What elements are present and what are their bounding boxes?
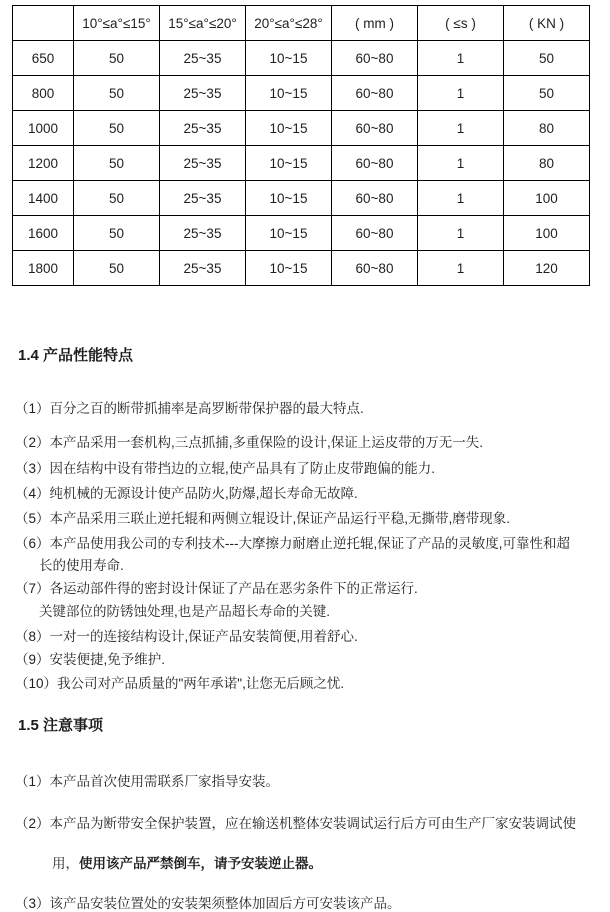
table-header-cell-angle-1: 10°≤a°≤15° — [74, 6, 160, 41]
table-cell: 50 — [74, 76, 160, 111]
table-cell: 650 — [13, 41, 74, 76]
table-cell: 25~35 — [160, 111, 246, 146]
table-cell: 100 — [504, 216, 590, 251]
table-cell: 1 — [418, 41, 504, 76]
table-row — [13, 181, 590, 216]
table-row — [13, 76, 590, 111]
feature-item-10: （10）我公司对产品质量的"两年承诺",让您无后顾之忧. — [15, 675, 345, 691]
table-cell: 25~35 — [160, 216, 246, 251]
feature-item-1: （1）百分之百的断带抓捕率是高罗断带保护器的最大特点. — [15, 400, 364, 416]
note-item-2-warning-bold: 使用该产品严禁倒车，请予安装逆止器。 — [79, 855, 322, 871]
table-cell: 1400 — [13, 181, 74, 216]
section-heading-features: 1.4 产品性能特点 — [18, 347, 134, 364]
table-cell: 60~80 — [332, 111, 418, 146]
table-row — [13, 111, 590, 146]
table-cell: 80 — [504, 111, 590, 146]
table-cell: 50 — [504, 41, 590, 76]
section-heading-notes: 1.5 注意事项 — [18, 717, 104, 734]
table-cell: 50 — [74, 216, 160, 251]
table-cell: 1800 — [13, 251, 74, 286]
table-cell: 60~80 — [332, 41, 418, 76]
feature-item-4: （4）纯机械的无源设计使产品防火,防爆,超长寿命无故障. — [15, 485, 358, 501]
table-cell: 80 — [504, 146, 590, 181]
table-cell: 1 — [418, 111, 504, 146]
table-header-cell-s: ( ≤s ) — [418, 6, 504, 41]
feature-item-6-cont: 长的使用寿命. — [39, 557, 124, 573]
note-item-2-cont-prefix: 用， — [52, 855, 79, 871]
table-cell: 25~35 — [160, 76, 246, 111]
feature-item-9: （9）安装便捷,免予维护. — [15, 651, 166, 667]
feature-item-3: （3）因在结构中设有带挡边的立辊,使产品具有了防止皮带跑偏的能力. — [15, 460, 436, 476]
table-cell: 1 — [418, 76, 504, 111]
table-cell: 10~15 — [246, 76, 332, 111]
table-cell: 10~15 — [246, 181, 332, 216]
table-row — [13, 146, 590, 181]
table-cell: 10~15 — [246, 251, 332, 286]
table-cell: 1 — [418, 216, 504, 251]
feature-item-7-cont: 关键部位的防锈蚀处理,也是产品超长寿命的关键. — [39, 603, 331, 619]
note-item-2: （2）本产品为断带安全保护装置，应在输送机整体安装调试运行后方可由生产厂家安装调试使 — [15, 815, 577, 831]
table-cell: 1 — [418, 146, 504, 181]
table-cell: 10~15 — [246, 41, 332, 76]
table-cell: 50 — [74, 251, 160, 286]
table-cell: 1200 — [13, 146, 74, 181]
table-cell: 60~80 — [332, 251, 418, 286]
table-cell: 120 — [504, 251, 590, 286]
table-header-row — [13, 6, 590, 41]
note-item-1: （1）本产品首次使用需联系厂家指导安装。 — [15, 773, 280, 789]
table-cell: 60~80 — [332, 76, 418, 111]
table-cell: 50 — [74, 181, 160, 216]
table-cell: 10~15 — [246, 216, 332, 251]
table-cell: 25~35 — [160, 41, 246, 76]
table-header-cell-kn: ( KN ) — [504, 6, 590, 41]
table-cell: 50 — [504, 76, 590, 111]
table-header-cell-mm: ( mm ) — [332, 6, 418, 41]
spec-table — [12, 5, 590, 286]
table-cell: 1000 — [13, 111, 74, 146]
table-cell: 50 — [74, 146, 160, 181]
table-row — [13, 216, 590, 251]
table-cell: 60~80 — [332, 181, 418, 216]
table-cell: 1 — [418, 251, 504, 286]
table-cell: 800 — [13, 76, 74, 111]
feature-item-6: （6）本产品使用我公司的专利技术---大摩擦力耐磨止逆托辊,保证了产品的灵敏度,可靠性和超 — [15, 535, 570, 551]
table-cell: 60~80 — [332, 216, 418, 251]
feature-item-7: （7）各运动部件得的密封设计保证了产品在恶劣条件下的正常运行. — [15, 580, 418, 596]
table-cell: 25~35 — [160, 251, 246, 286]
feature-item-5: （5）本产品采用三联止逆托辊和两侧立辊设计,保证产品运行平稳,无撕带,磨带现象. — [15, 510, 511, 526]
table-cell: 50 — [74, 111, 160, 146]
table-cell: 100 — [504, 181, 590, 216]
table-cell: 60~80 — [332, 146, 418, 181]
table-header-cell-blank — [13, 6, 74, 41]
table-row — [13, 251, 590, 286]
table-cell: 50 — [74, 41, 160, 76]
table-row — [13, 41, 590, 76]
note-item-2-cont — [52, 855, 322, 872]
table-cell: 25~35 — [160, 181, 246, 216]
table-cell: 10~15 — [246, 146, 332, 181]
table-cell: 25~35 — [160, 146, 246, 181]
table-cell: 10~15 — [246, 111, 332, 146]
table-cell: 1600 — [13, 216, 74, 251]
feature-item-2: （2）本产品采用一套机构,三点抓捕,多重保险的设计,保证上运皮带的万无一失. — [15, 434, 484, 450]
feature-item-8: （8）一对一的连接结构设计,保证产品安装简便,用着舒心. — [15, 628, 358, 644]
table-header-cell-angle-3: 20°≤a°≤28° — [246, 6, 332, 41]
note-item-3: （3）该产品安装位置处的安装架须整体加固后方可安装该产品。 — [15, 895, 401, 911]
table-cell: 1 — [418, 181, 504, 216]
table-header-cell-angle-2: 15°≤a°≤20° — [160, 6, 246, 41]
